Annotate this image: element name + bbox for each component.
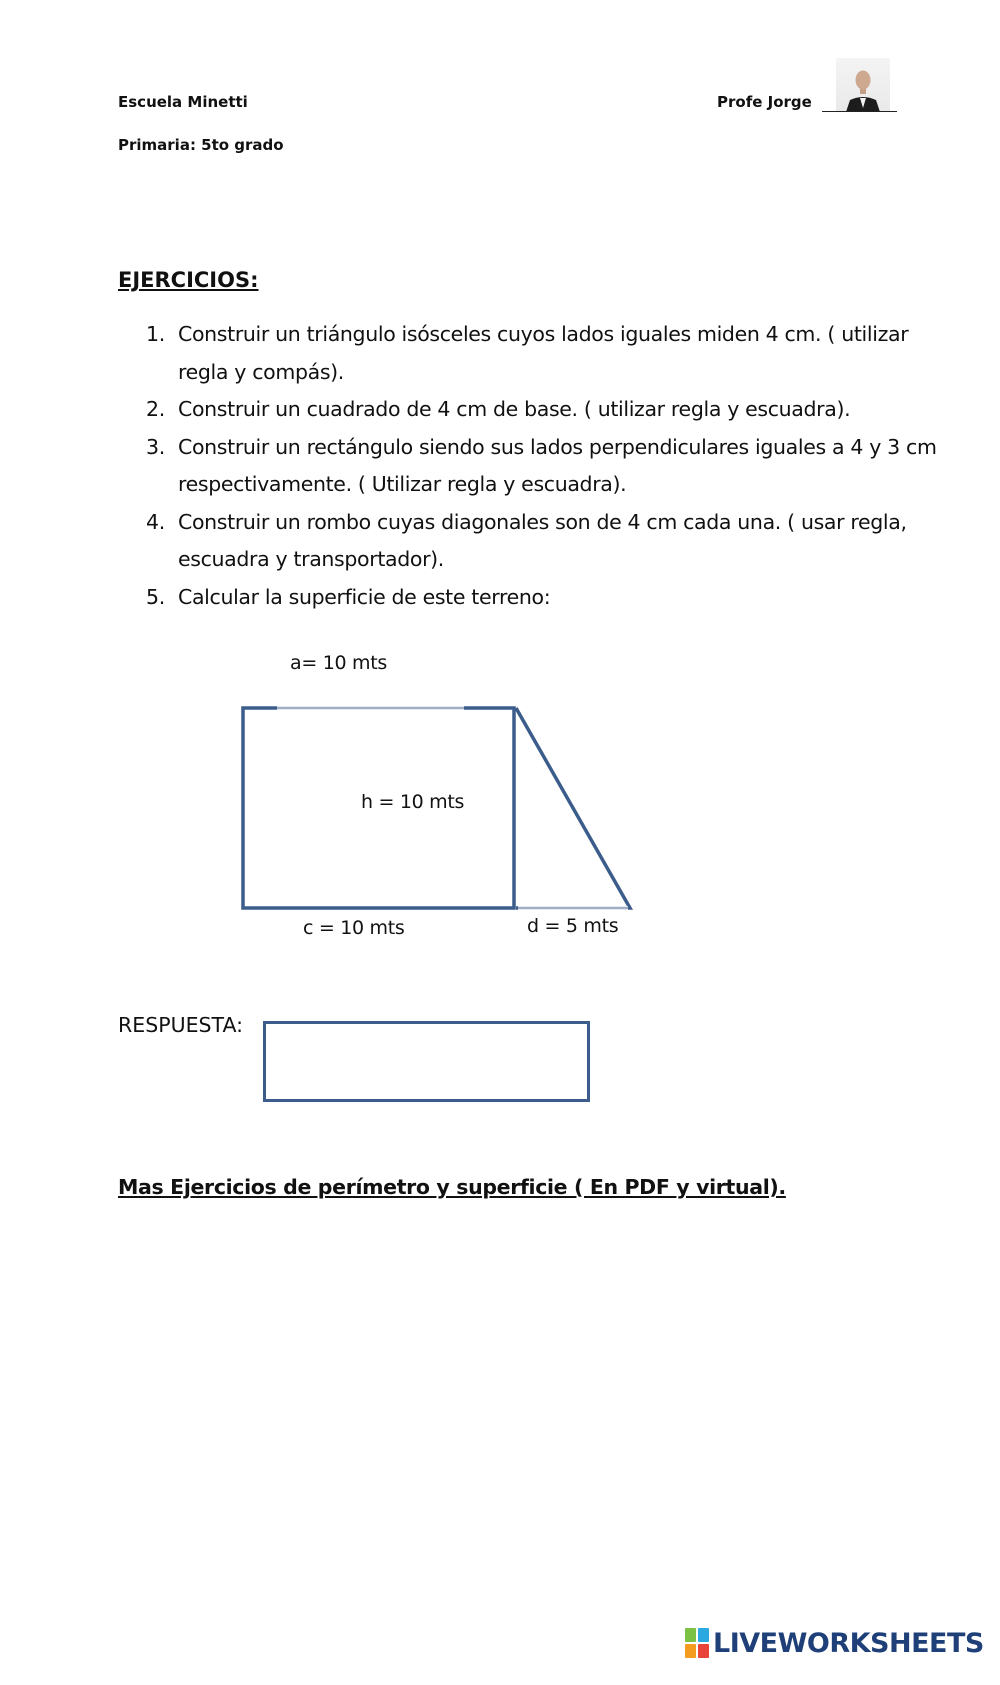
grade-level: Primaria: 5to grado	[118, 136, 284, 154]
teacher-name: Profe Jorge	[717, 93, 812, 111]
answer-label: RESPUESTA:	[118, 1013, 244, 1037]
exercise-text: Construir un cuadrado de 4 cm de base. ( utilizar regla y escuadra).	[178, 397, 851, 421]
exercise-number: 5.	[146, 584, 165, 609]
liveworksheets-logo	[685, 1625, 984, 1661]
exercise-number: 2.	[146, 397, 165, 421]
exercise-text: Construir un triángulo isósceles cuyos lados iguales miden 4 cm. ( utilizar regla y compás).	[178, 322, 909, 384]
exercise-text: Construir un rombo cuyas diagonales son de 4 cm cada una. ( usar regla, escuadra y transportador).	[178, 509, 907, 571]
exercise-text: Calcular la superficie de este terreno:	[178, 584, 551, 609]
answer-input[interactable]	[263, 1021, 590, 1102]
label-height-h: h = 10 mts	[361, 791, 465, 813]
exercise-number: 4.	[146, 509, 165, 534]
exercise-number: 1.	[146, 322, 165, 346]
liveworksheets-icon	[685, 1628, 709, 1658]
more-exercises-link[interactable]: Mas Ejercicios de perímetro y superficie ( En PDF y virtual).	[118, 1175, 786, 1199]
label-base-c: c = 10 mts	[303, 917, 405, 939]
terrain-triangle	[516, 708, 630, 908]
exercises-title: EJERCICIOS:	[118, 268, 259, 292]
school-name: Escuela Minetti	[118, 93, 248, 111]
brand-name: LIVEWORKSHEETS	[713, 1627, 984, 1659]
label-base-d: d = 5 mts	[527, 915, 619, 937]
label-side-a: a= 10 mts	[290, 652, 387, 674]
exercise-text: Construir un rectángulo siendo sus lados perpendiculares iguales a 4 y 3 cm respectivamente. ( Utilizar regla y escuadra).	[178, 434, 937, 496]
exercise-number: 3.	[146, 434, 165, 459]
